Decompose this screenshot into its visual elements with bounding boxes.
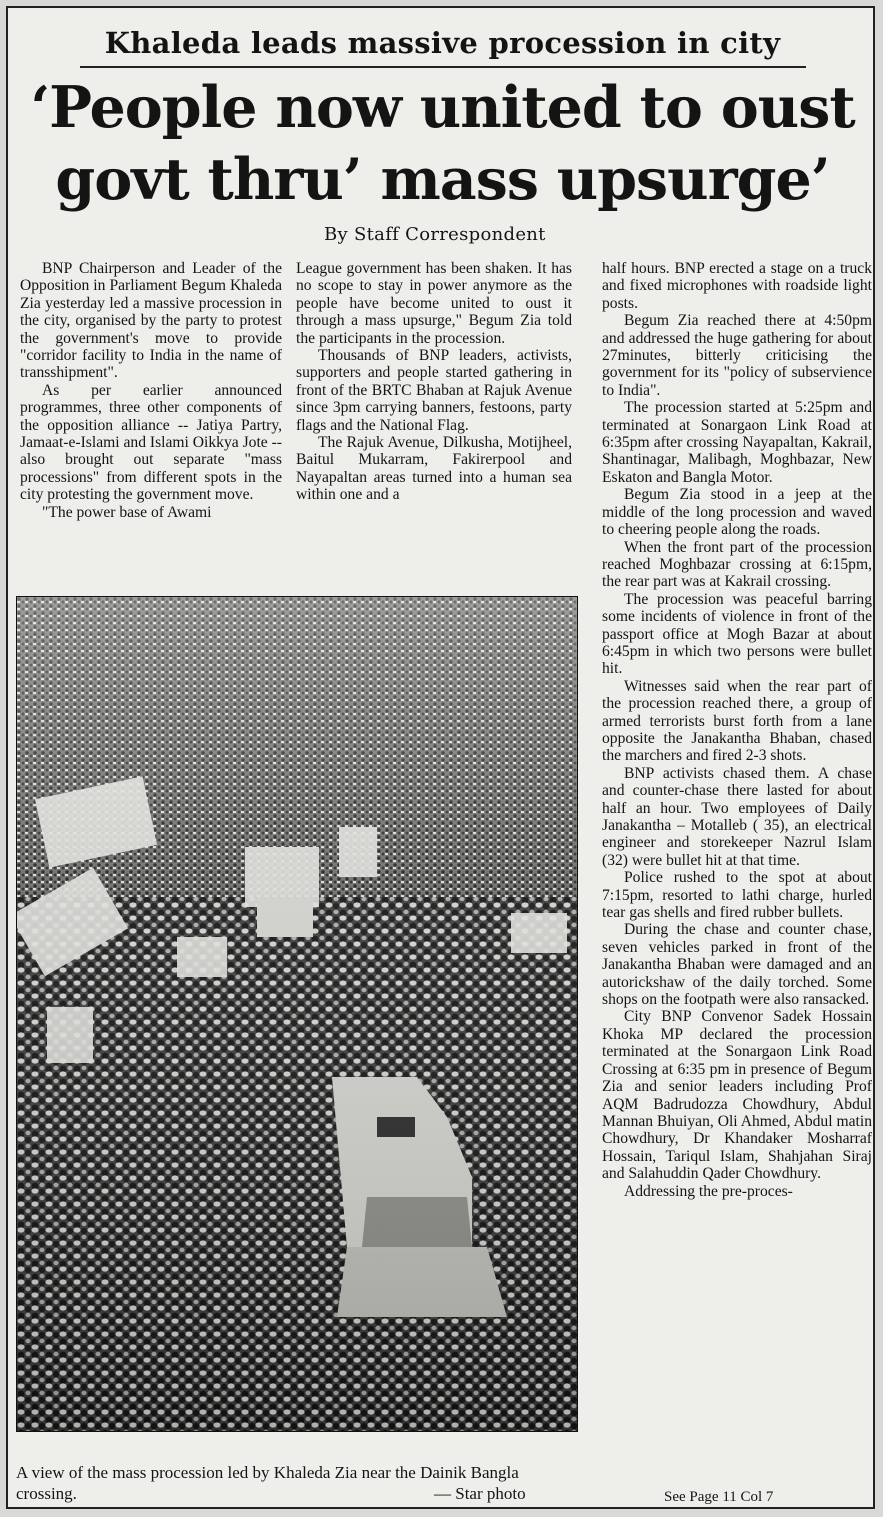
paragraph: The procession started at 5:25pm and terminated at Sonargaon Link Road at 6:35pm after crossing Nayapaltan, Kakrail, Shantinagar, Malibagh, Moghbazar, New Eskaton and Bangla Motor. xyxy=(602,399,872,486)
photo-credit: — Star photo xyxy=(434,1484,526,1503)
paragraph: Police rushed to the spot at about 7:15pm, resorted to lathi charge, hurled tear gas shells and fired rubber bullets. xyxy=(602,869,872,922)
paragraph: BNP activists chased them. A chase and counter-chase there lasted for about half an hour. Two employees of Daily Janakantha – Motalleb ( 35), an electrical engineer and storekeeper Nazrul Islam (32) were bullet hit at that time. xyxy=(602,764,872,869)
paragraph: Thousands of BNP leaders, activists, supporters and people started gathering in front of the BRTC Bhaban at Rajuk Avenue since 3pm carrying banners, festoons, party flags and the National Flag. xyxy=(296,347,572,434)
paragraph: Begum Zia stood in a jeep at the middle of the long procession and waved to cheering people along the roads. xyxy=(602,486,872,539)
byline: By Staff Correspondent xyxy=(324,224,546,245)
paragraph: "The power base of Awami xyxy=(42,503,212,521)
procession-crowd-photo xyxy=(16,596,578,1432)
photo-caption xyxy=(16,1462,576,1504)
crowd-photo-image xyxy=(17,597,577,1431)
paragraph: The procession was peaceful barring some incidents of violence in front of the passport office at Mogh Bazar at about 6:45pm in which two persons were bullet hit. xyxy=(602,590,872,678)
paragraph: League government has been shaken. It has no scope to stay in power anymore as the people have become united to oust it through a mass upsurge," Begum Zia told the participants in the procession. xyxy=(296,260,572,347)
article-column-1 xyxy=(20,260,282,521)
newspaper-page xyxy=(6,6,875,1509)
paragraph: Addressing the pre-proces- xyxy=(624,1182,793,1200)
paragraph: half hours. BNP erected a stage on a truck and fixed microphones with roadside light posts. xyxy=(602,260,872,312)
continued-on-page: See Page 11 Col 7 xyxy=(664,1489,774,1505)
kicker-rule xyxy=(80,66,806,68)
article-column-2 xyxy=(296,260,572,504)
paragraph: As per earlier announced programmes, three other components of the opposition alliance -- Jatiya Partry, Jamaat-e-Islami and Islami Oikkya Jote -- also brought out separate "mass processions" from different spots in the city protesting the government move. xyxy=(20,381,282,504)
paragraph: Begum Zia reached there at 4:50pm and addressed the huge gathering for about 27minutes, bitterly criticising the government for its "policy of subservience to India". xyxy=(602,312,872,399)
kicker-headline: Khaleda leads massive procession in city xyxy=(104,26,781,60)
paragraph: When the front part of the procession reached Moghbazar crossing at 6:15pm, the rear part was at Kakrail crossing. xyxy=(602,538,872,591)
article-column-3 xyxy=(602,260,872,1200)
paragraph: During the chase and counter chase, seven vehicles parked in front of the Janakantha Bhaban were damaged and an autorickshaw of the daily torched. Some shops on the footpath were also ransacked. xyxy=(602,921,872,1009)
paragraph: City BNP Convenor Sadek Hossain Khoka MP declared the procession terminated at the Sonargaon Link Road Crossing at 6:35 pm in presence of Begum Zia and senior leaders including Prof AQM Badrudozza Chowdhury, Abdul Mannan Bhuiyan, Oli Ahmed, Abdul matin Chowdhury, Dr Khandaker Mosharraf Hossain, Tariqul Islam, Shahjahan Siraj and Salahuddin Qader Chowdhury. xyxy=(602,1008,872,1183)
paragraph: The Rajuk Avenue, Dilkusha, Motijheel, Baitul Mukarram, Fakirerpool and Nayapaltan areas turned into a human sea within one and a xyxy=(296,434,572,504)
paragraph: Witnesses said when the rear part of the procession reached there, a group of armed terrorists burst forth from a lane opposite the Janakantha Bhaban, chased the marchers and fired 2-3 shots. xyxy=(602,677,872,765)
main-headline: ‘People now united to oust govt thru’ mass upsurge’ xyxy=(30,74,855,213)
caption-text: A view of the mass procession led by Khaleda Zia near the Dainik Bangla crossing. xyxy=(16,1463,519,1503)
paragraph: BNP Chairperson and Leader of the Opposition in Parliament Begum Khaleda Zia yesterday led a massive procession in the city, organised by the party to protest the government's move to provide "corridor facility to India in the name of transshipment". xyxy=(20,260,282,382)
